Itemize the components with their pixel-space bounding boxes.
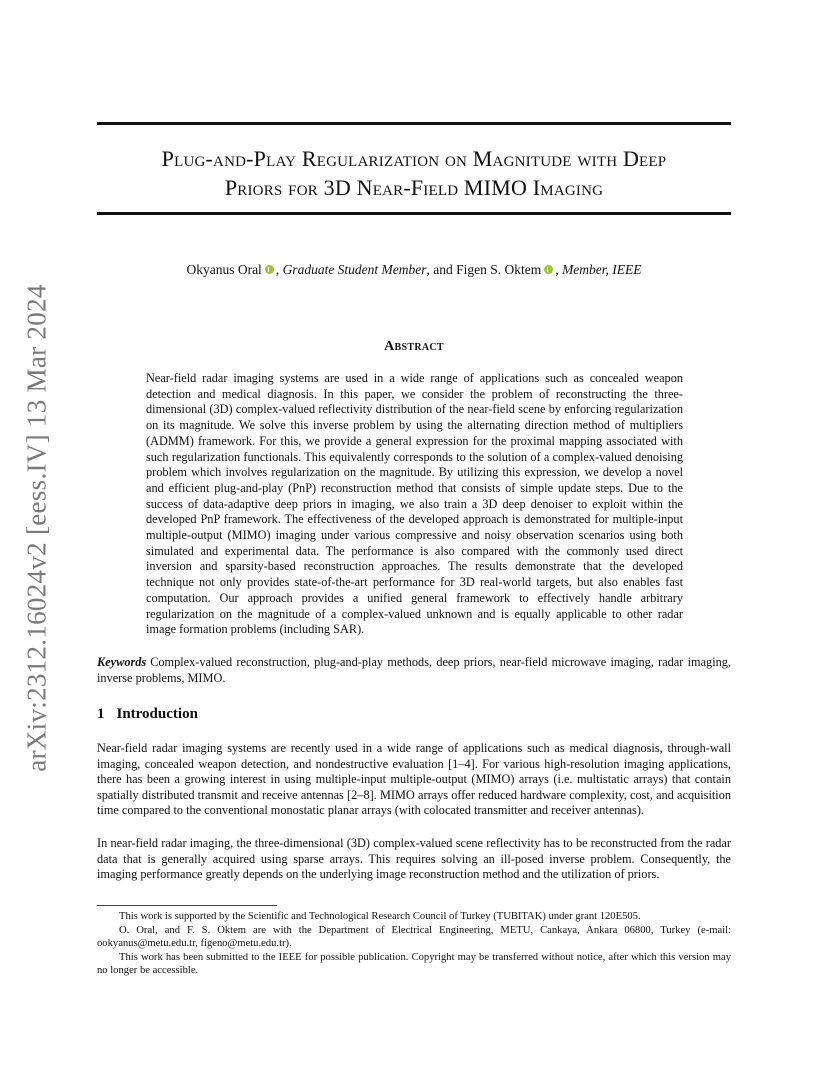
keywords-label: Keywords	[97, 655, 147, 669]
abstract-heading: Abstract	[384, 339, 444, 354]
title-rule-bottom	[97, 212, 731, 215]
footnote-rule	[97, 905, 277, 906]
author-name: Okyanus Oral	[186, 262, 262, 277]
title-rule-top	[97, 122, 731, 125]
title-line-2: Priors for 3D Near-Field MIMO Imaging	[224, 175, 604, 200]
keywords	[97, 654, 731, 686]
footnotes	[97, 910, 731, 978]
intro-paragraph-1: Near-field radar imaging systems are recently used in a wide range of applications such as medical diagnosis, through-wall imaging, concealed weapon detection, and nondestructive evaluation [1–4]. For various high-resolution imaging applications, there has been a growing interest in using multiple-input multiple-output (MIMO) arrays (i.e. multistatic arrays) that contain spatially distributed transmit and receive antennas [2–8]. MIMO arrays offer reduced hardware complexity, cost, and acquisition time compared to the conventional monostatic planar arrays (with colocated transmitter and receiver antennas).	[97, 741, 731, 818]
footnote-funding: This work is supported by the Scientific and Technological Research Council of Turkey (TUBITAK) under grant 120E505.	[119, 911, 641, 922]
intro-paragraph-2: In near-field radar imaging, the three-dimensional (3D) complex-valued scene reflectivity has to be reconstructed from the radar data that is generally acquired using sparse arrays. This requires solving an ill-posed inverse problem. Consequently, the imaging performance greatly depends on the underlying image reconstruction method and the utilization of priors.	[97, 836, 731, 882]
section-title: Introduction	[116, 706, 198, 722]
author-name: Figen S. Oktem	[456, 262, 542, 277]
arxiv-id: arXiv:2312.16024v2 [eess.IV] 13 Mar 2024	[21, 283, 52, 772]
orcid-icon[interactable]	[544, 265, 553, 274]
keywords-text: Complex-valued reconstruction, plug-and-play methods, deep priors, near-field microwave imaging, radar imaging, inverse problems, MIMO.	[97, 655, 731, 685]
author-line: Okyanus Oral , Graduate Student Member, and Figen S. Oktem , Member, IEEE	[186, 262, 642, 277]
section-number: 1	[97, 706, 105, 722]
arxiv-stamp	[22, 280, 52, 775]
author-connector: , and	[426, 262, 457, 277]
title-line-1: Plug-and-Play Regularization on Magnitude with Deep	[161, 146, 667, 171]
paper-title	[97, 144, 731, 202]
author-role: Graduate Student Member	[282, 262, 427, 277]
footnote-affiliation: O. Oral, and F. S. Oktem are with the Department of Electrical Engineering, METU, Cankaya, Ankara 06800, Turkey (e-mail: ookyanus@metu.edu.tr, figeno@metu.edu.tr).	[97, 924, 731, 950]
orcid-icon[interactable]	[265, 265, 274, 274]
author-role: Member, IEEE	[562, 262, 642, 277]
section-heading	[97, 706, 198, 723]
footnote-copyright: This work has been submitted to the IEEE for possible publication. Copyright may be transferred without notice, after which this version may no longer be accessible.	[97, 951, 731, 977]
abstract-body: Near-field radar imaging systems are used in a wide range of applications such as concealed weapon detection and medical diagnosis. In this paper, we consider the problem of reconstructing the three-dimensional (3D) complex-valued reflectivity distribution of the near-field scene by enforcing regularization on its magnitude. We solve this inverse problem by using the alternating direction method of multipliers (ADMM) framework. For this, we provide a general expression for the proximal mapping associated with such regularization functionals. This equivalently corresponds to the solution of a complex-valued denoising problem which involves regularization on the magnitude. By utilizing this expression, we develop a novel and efficient plug-and-play (PnP) reconstruction method that consists of simple update steps. Due to the success of data-adaptive deep priors in imaging, we also train a 3D deep denoiser to exploit within the developed PnP framework. The effectiveness of the developed approach is demonstrated for multiple-input multiple-output (MIMO) imaging under various compressive and noisy observation scenarios using both simulated and experimental data. The performance is also compared with the commonly used direct inversion and sparsity-based reconstruction approaches. The results demonstrate that the developed technique not only provides state-of-the-art performance for 3D real-world targets, but also enables fast computation. Our approach provides a unified general framework to effectively handle arbitrary regularization on the magnitude of a complex-valued unknown and is equally applicable to other radar image formation problems (including SAR).	[146, 371, 683, 637]
